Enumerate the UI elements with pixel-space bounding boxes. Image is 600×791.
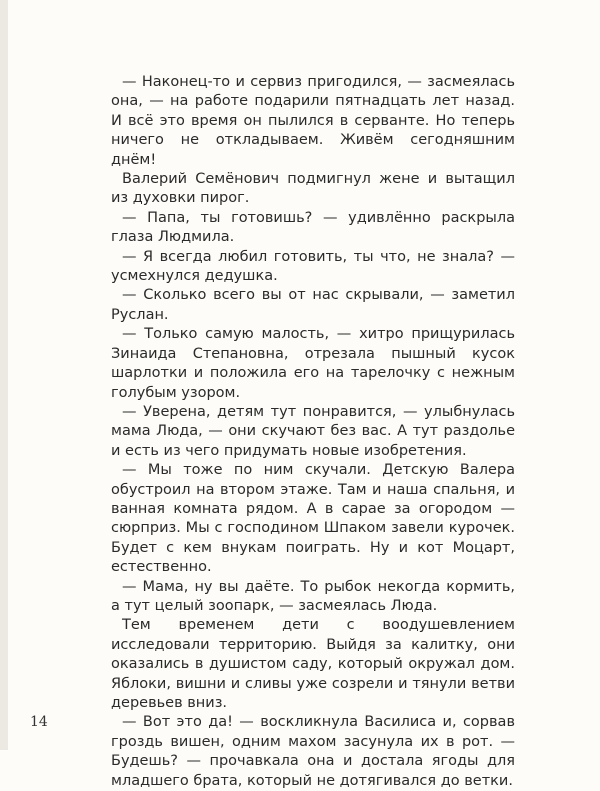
- paragraph: — Уверена, детям тут понравится, — улыбнулась мама Люда, — они скучают без вас. А тут раздолье и есть из чего придумать новые изобретения.: [111, 403, 515, 459]
- paragraph: — Сколько всего вы от нас скрывали, — заметил Руслан.: [111, 287, 515, 323]
- paragraph: Тем временем дети с воодушевлением исследовали территорию. Выйдя за калитку, они оказались в душистом саду, который окружал дом. Яблоки, вишни и сливы уже созрели и тянули ветви деревьев вниз.: [111, 617, 515, 711]
- paragraph: — Вот это да! — воскликнула Василиса и, сорвав гроздь вишен, одним махом засунула их в рот. — Будешь? — прочавкала она и достала ягоды для младшего брата, который не дотягивался до ветки.: [111, 714, 515, 789]
- paragraph: — Наконец-то и сервиз пригодился, — засмеялась она, — на работе подарили пятнадцать лет назад. И всё это время он пылился в серванте. Но теперь ничего не откладываем. Живём сегодняшним днём!: [111, 74, 515, 168]
- paragraph: — Только самую малость, — хитро прищурилась Зинаида Степановна, отрезала пышный кусок шарлотки и положила его на тарелочку с нежным голубым узором.: [111, 326, 515, 401]
- paragraph: — Мама, ну вы даёте. То рыбок некогда кормить, а тут целый зоопарк, — засмеялась Люда.: [111, 578, 515, 614]
- body-text: [111, 73, 515, 791]
- paragraph: — Я всегда любил готовить, ты что, не знала? — усмехнулся дедушка.: [111, 248, 515, 285]
- page-number: 14: [30, 714, 48, 730]
- paragraph: Валерий Семёнович подмигнул жене и вытащил из духовки пирог.: [111, 171, 515, 207]
- paragraph: — Мы тоже по ним скучали. Детскую Валера обустроил на втором этаже. Там и наша спальня, и ванная комната рядом. А в сарае за огородом — сюрприз. Мы с господином Шпаком завели курочек. Будет с кем внукам поиграть. Ну и кот Моцарт, естественно.: [111, 462, 515, 576]
- paragraph: — Папа, ты готовишь? — удивлённо раскрыла глаза Людмила.: [111, 209, 515, 246]
